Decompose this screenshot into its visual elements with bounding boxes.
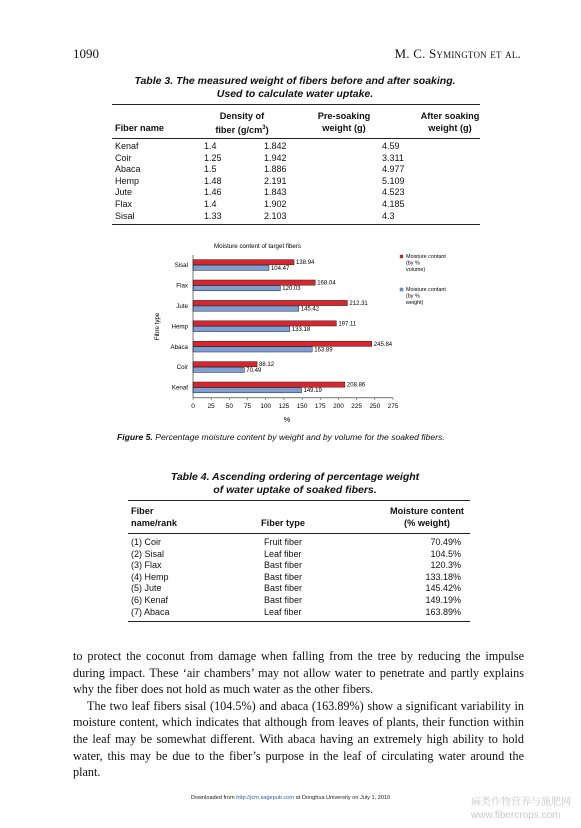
- watermark-line2: www.fibercrops.com: [471, 810, 561, 821]
- body-paragraph-2: The two leaf fibers sisal (104.5%) and abaca (163.89%) show a significant variability in moisture content, which indicates that although from leaves of plants, their function within the leaf may be somewhat different. With abaca having an extremely high ability to hold water, this may be due to the fiber’s purpose in the leaf of circulating water around the plant.: [73, 698, 524, 780]
- table4-cell-moisture: 145.42%: [425, 583, 461, 594]
- table3-cell-name: Flax: [115, 198, 133, 209]
- table3-cell-pre: 1.902: [264, 198, 287, 209]
- table3-cell-pre: 1.842: [264, 141, 287, 151]
- x-tick-label: 75: [243, 402, 252, 410]
- table3-header-pre: [309, 110, 379, 134]
- table3-caption: [100, 75, 490, 101]
- table4-header-moisture-line2: (% weight): [404, 518, 450, 528]
- table4-header-moisture-line1: Moisture content: [389, 506, 464, 516]
- table3-header-density-line1: Density of: [219, 111, 265, 121]
- x-tick-label: 100: [260, 402, 272, 410]
- bar-data-label: 138.94: [296, 260, 315, 267]
- table3-row: [115, 153, 442, 165]
- category-label: Jute: [176, 303, 188, 310]
- table3-cell-density: 1.25: [204, 152, 222, 163]
- chart-bar: [193, 362, 257, 367]
- legend-label-line: (by %: [406, 260, 420, 267]
- table4-header-moisture: [382, 505, 472, 529]
- table3-cell-pre: 1.942: [264, 152, 287, 163]
- table3-header-after: [415, 110, 485, 134]
- table4-cell-moisture: 70.49%: [430, 537, 461, 547]
- table3-header-density: [204, 110, 280, 136]
- table4-cell-type: Leaf fiber: [264, 606, 302, 617]
- page-number: 1090: [73, 46, 99, 61]
- table3-header-density-post: ): [265, 125, 269, 136]
- table3-header-pre-line1: Pre-soaking: [317, 111, 371, 121]
- x-tick-label: 150: [296, 402, 308, 410]
- chart-bar: [193, 300, 347, 305]
- table3-cell-after: 4.59: [382, 141, 400, 151]
- table4-cell-type: Bast fiber: [264, 571, 303, 582]
- table4-cell-type: Leaf fiber: [264, 548, 302, 559]
- chart-bar: [193, 347, 312, 352]
- x-tick-label: 25: [207, 402, 215, 410]
- chart-bar: [193, 382, 345, 387]
- table4-header-fiber-line2: name/rank: [131, 518, 177, 528]
- table4-cell-moisture: 133.18%: [425, 571, 461, 582]
- table3-header-name: Fiber name: [115, 123, 165, 133]
- legend-label-line: volume): [406, 267, 426, 273]
- figure5-text: Percentage moisture content by weight and by volume for the soaked fibers.: [152, 432, 445, 442]
- table4-row: [131, 560, 461, 572]
- bar-data-label: 149.19: [303, 388, 322, 395]
- table3-cell-name: Abaca: [115, 164, 141, 175]
- category-label: Flax: [176, 282, 188, 290]
- table4-cell-moisture: 163.89%: [425, 606, 461, 617]
- figure5-label: Figure 5.: [117, 432, 153, 442]
- table4-cell-moisture: 120.3%: [430, 560, 461, 571]
- table4-top-rule: [128, 500, 470, 501]
- table3-row: [115, 211, 442, 223]
- category-label: Sisal: [174, 262, 188, 270]
- table3-cell-after: 5.109: [382, 175, 405, 186]
- table3-cell-pre: 2.191: [264, 175, 287, 186]
- body-paragraph-1: to protect the coconut from damage when falling from the tree by reducing the impulse during impact. These ‘air chambers’ may not allow water to penetrate and partly explains why the fiber does not hold as much water as the other fibers.: [73, 649, 524, 697]
- legend-label: [406, 254, 446, 273]
- x-tick-label: 175: [314, 402, 326, 410]
- table3-caption-line1: Table 3. The measured weight of fibers before and after soaking.: [134, 75, 456, 87]
- table3-cell-density: 1.33: [204, 210, 222, 221]
- table4-caption-line1: Table 4. Ascending ordering of percentage weight: [170, 471, 420, 483]
- chart-bar: [193, 326, 290, 331]
- table3-row: [115, 187, 442, 199]
- table4-row: [131, 572, 461, 584]
- category-label: Abaca: [170, 343, 188, 351]
- table3-cell-after: 4.977: [382, 164, 405, 175]
- table4-cell-type: Bast fiber: [264, 560, 303, 571]
- watermark: [471, 796, 571, 822]
- bar-data-label: 163.89: [314, 347, 333, 354]
- table3-cell-density: 1.4: [204, 141, 217, 151]
- table3-cell-name: Kenaf: [115, 141, 139, 151]
- table3: [115, 141, 442, 222]
- legend-swatch: [400, 255, 403, 258]
- table3-cell-after: 4.3: [382, 210, 395, 221]
- chart-bar: [193, 286, 280, 291]
- bar-data-label: 212.31: [349, 301, 368, 307]
- table4-cell-type: Bast fiber: [264, 594, 303, 605]
- table4-cell-type: Bast fiber: [264, 583, 303, 594]
- table3-cell-after: 4.523: [382, 187, 405, 198]
- footer-link[interactable]: http://jcm.sagepub.com: [236, 795, 295, 801]
- bar-data-label: 208.86: [346, 382, 366, 389]
- category-label: Coir: [176, 364, 188, 372]
- table4-caption: [100, 471, 490, 497]
- legend-swatch: [400, 288, 403, 291]
- chart-bar: [193, 341, 372, 346]
- table4-cell-name: (3) Flax: [131, 560, 162, 571]
- x-tick-label: 50: [225, 402, 233, 410]
- table4-header-rule: [128, 533, 470, 534]
- table3-row: [115, 176, 442, 188]
- table3-header-after-line2: weight (g): [428, 123, 472, 133]
- table3-cell-after: 4.185: [382, 198, 405, 209]
- bar-data-label: 168.04: [317, 280, 336, 287]
- x-tick-label: 0: [191, 402, 195, 410]
- table4-header-type: Fiber type: [261, 518, 305, 528]
- legend-label-line: Moisture contant: [406, 254, 446, 261]
- table4-bottom-rule: [128, 621, 470, 622]
- table4-row: [131, 537, 461, 549]
- table3-caption-line2: Used to calculate water uptake.: [216, 88, 374, 100]
- table3-cell-density: 1.46: [204, 187, 222, 198]
- category-label: Hemp: [171, 323, 188, 331]
- table3-top-rule: [112, 104, 480, 105]
- table3-cell-pre: 1.886: [264, 164, 287, 175]
- watermark-line1: 麻类作物营养与施肥网: [471, 797, 571, 808]
- x-tick-label: 125: [278, 402, 290, 410]
- bar-data-label: 245.84: [373, 341, 393, 348]
- legend-label-line: weight): [406, 300, 424, 306]
- table3-row: [115, 164, 442, 176]
- chart-bar: [193, 260, 294, 265]
- x-tick-label: 225: [351, 402, 362, 410]
- table3-header-after-line1: After soaking: [420, 111, 480, 121]
- figure5-caption: [117, 432, 445, 442]
- table3-bottom-rule: [112, 224, 480, 225]
- table4-row: [131, 583, 461, 595]
- table4-cell-type: Fruit fiber: [264, 537, 303, 547]
- running-head: [395, 46, 521, 62]
- bar-data-label: 145.42: [300, 306, 320, 313]
- table3-row: [115, 199, 442, 211]
- x-tick-label: 275: [387, 402, 399, 410]
- moisture-bar-chart: [150, 238, 490, 428]
- chart-bar: [193, 388, 302, 393]
- table3-cell-name: Coir: [115, 152, 132, 163]
- table3-header-density-sup: 3: [262, 125, 266, 131]
- table4-cell-name: (6) Kenaf: [131, 594, 169, 605]
- figure5-chart: [150, 238, 490, 433]
- running-head-initials: M. C.: [394, 46, 429, 61]
- table4-row: [131, 607, 461, 619]
- bar-data-label: 197.11: [338, 321, 357, 328]
- table3-cell-pre: 2.103: [264, 210, 287, 221]
- x-tick-label: 200: [333, 402, 344, 410]
- table3-header-pre-line2: weight (g): [322, 123, 366, 133]
- table3-cell-name: Sisal: [115, 210, 135, 221]
- bar-data-label: 70.49: [246, 367, 262, 374]
- table4-cell-name: (5) Jute: [131, 583, 162, 594]
- table3-cell-density: 1.4: [204, 198, 217, 209]
- chart-bar: [193, 265, 269, 270]
- y-axis-title: Fibre type: [154, 312, 161, 341]
- table4-cell-moisture: 149.19%: [425, 594, 461, 605]
- table3-cell-density: 1.5: [204, 164, 217, 175]
- legend-label: [405, 287, 446, 306]
- x-axis-title: %: [283, 414, 291, 424]
- table4-cell-name: (1) Coir: [131, 537, 162, 547]
- table4-row: [131, 595, 461, 607]
- table3-cell-name: Hemp: [115, 175, 140, 186]
- bar-data-label: 133.18: [291, 327, 311, 333]
- footer-prefix: Downloaded from: [190, 795, 237, 801]
- table3-row: [115, 141, 442, 153]
- table3-cell-density: 1.48: [204, 175, 222, 186]
- table3-cell-pre: 1.843: [264, 187, 287, 198]
- category-label: Kenaf: [171, 384, 188, 392]
- table4-cell-name: (4) Hemp: [131, 571, 169, 582]
- chart-bar: [193, 321, 336, 326]
- bar-data-label: 104.47: [270, 265, 290, 272]
- chart-title: Moisture content of target fibers: [214, 243, 302, 250]
- legend-label-line: Moisture contant: [406, 287, 446, 294]
- table4-header-fiber: [131, 505, 177, 529]
- x-tick-label: 250: [369, 402, 381, 410]
- table3-header-rule: [112, 138, 480, 139]
- chart-bar: [193, 367, 244, 372]
- table3-header-density-line2: [204, 122, 280, 136]
- table4-header-fiber-line1: Fiber: [131, 506, 154, 516]
- table4-cell-name: (7) Abaca: [131, 606, 170, 617]
- running-head-surname: Symington et al.: [428, 46, 521, 61]
- bar-data-label: 120.03: [282, 286, 301, 293]
- table3-cell-name: Jute: [115, 187, 133, 198]
- table4-cell-moisture: 104.5%: [430, 548, 461, 559]
- table4-caption-line2: of water uptake of soaked fibers.: [213, 484, 377, 496]
- table4-cell-name: (2) Sisal: [131, 548, 165, 559]
- body-text: [73, 648, 524, 781]
- chart-bar: [193, 306, 299, 311]
- chart-bar: [193, 280, 315, 285]
- bar-data-label: 88.12: [259, 362, 275, 369]
- table3-cell-after: 3.311: [382, 152, 404, 163]
- table3-header-density-pre: fiber (g/cm: [215, 125, 263, 136]
- legend-label-line: (by %: [406, 293, 420, 300]
- footer-suffix: at Donghua University on July 1, 2010: [294, 795, 391, 801]
- table4-row: [131, 549, 461, 561]
- table4: [131, 537, 461, 618]
